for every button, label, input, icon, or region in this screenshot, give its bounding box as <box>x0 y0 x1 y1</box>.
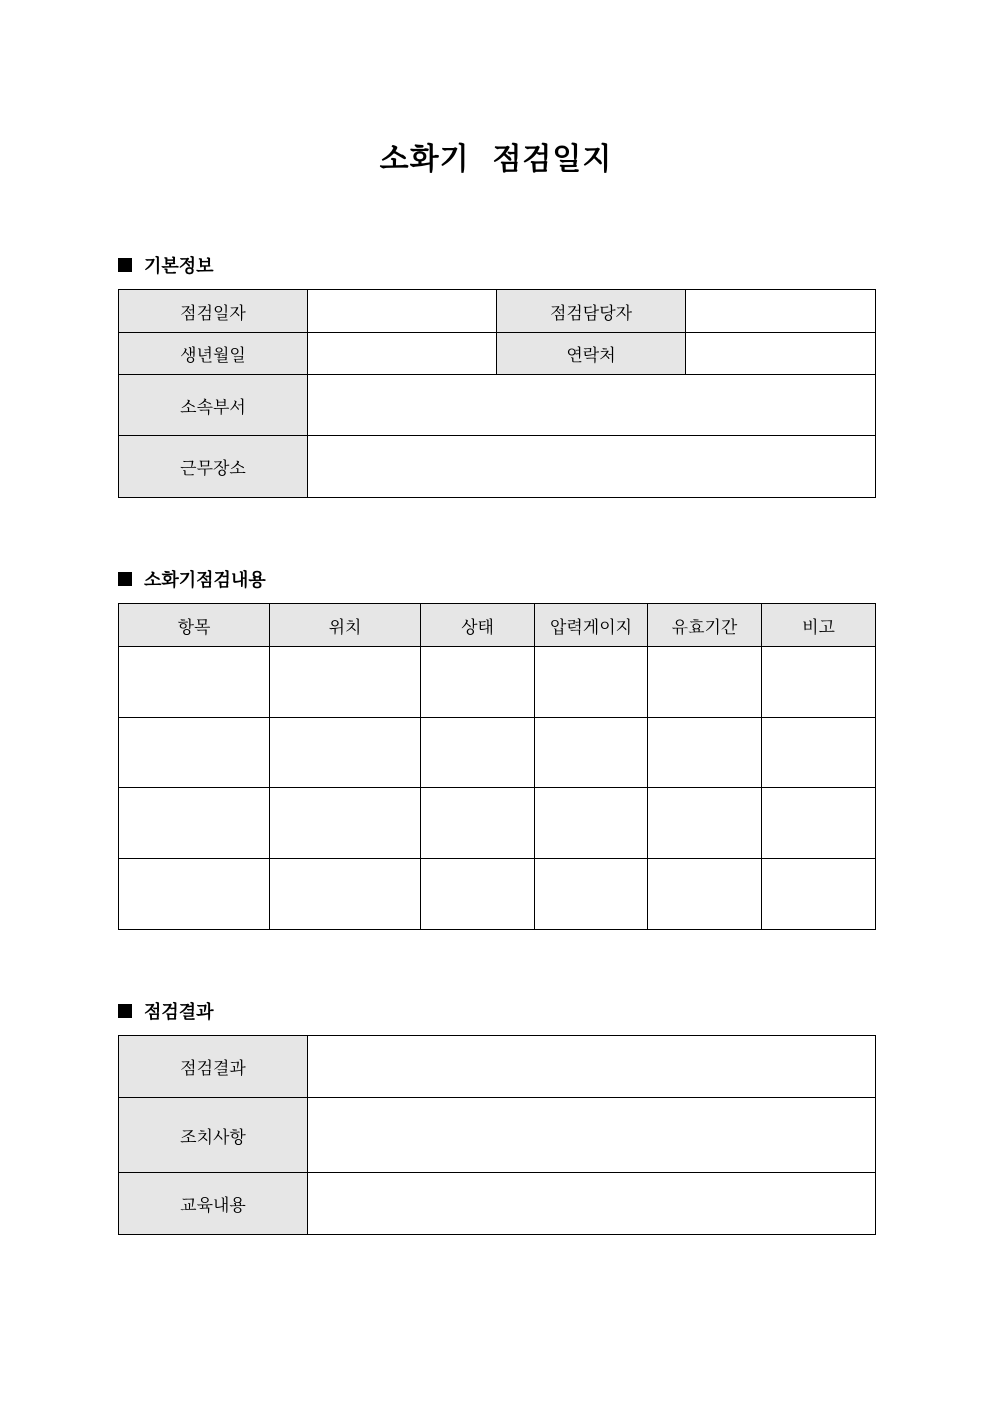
table-row <box>119 647 876 718</box>
birth-date-label: 생년월일 <box>119 333 308 375</box>
section-heading-inspection-content <box>118 567 266 591</box>
inspection-date-label: 점검일자 <box>119 290 308 333</box>
column-header-expiry: 유효기간 <box>648 604 762 647</box>
remarks-cell[interactable] <box>762 859 876 930</box>
birth-date-field[interactable] <box>308 333 497 375</box>
expiry-cell[interactable] <box>648 647 762 718</box>
location-cell[interactable] <box>270 788 421 859</box>
table-row <box>119 788 876 859</box>
location-cell[interactable] <box>270 718 421 788</box>
pressure-gauge-cell[interactable] <box>535 647 648 718</box>
condition-cell[interactable] <box>421 859 535 930</box>
remarks-cell[interactable] <box>762 647 876 718</box>
square-bullet-icon <box>118 1004 132 1018</box>
square-bullet-icon <box>118 258 132 272</box>
inspection-content-table <box>118 603 876 930</box>
remarks-cell[interactable] <box>762 718 876 788</box>
education-label: 교육내용 <box>119 1173 308 1235</box>
expiry-cell[interactable] <box>648 718 762 788</box>
condition-cell[interactable] <box>421 788 535 859</box>
education-field[interactable] <box>308 1173 876 1235</box>
column-header-location: 위치 <box>270 604 421 647</box>
inspector-label: 점검담당자 <box>497 290 686 333</box>
condition-cell[interactable] <box>421 718 535 788</box>
section-heading-label: 기본정보 <box>144 256 214 277</box>
table-row <box>119 718 876 788</box>
location-cell[interactable] <box>270 859 421 930</box>
item-cell[interactable] <box>119 859 270 930</box>
column-header-remarks: 비고 <box>762 604 876 647</box>
expiry-cell[interactable] <box>648 859 762 930</box>
section-heading-label: 소화기점검내용 <box>144 570 266 591</box>
column-header-item: 항목 <box>119 604 270 647</box>
contact-field[interactable] <box>686 333 876 375</box>
column-header-condition: 상태 <box>421 604 535 647</box>
pressure-gauge-cell[interactable] <box>535 859 648 930</box>
inspection-result-table <box>118 1035 876 1235</box>
basic-info-table <box>118 289 876 498</box>
section-heading-inspection-result <box>118 999 214 1023</box>
location-cell[interactable] <box>270 647 421 718</box>
page-title: 소화기 점검일지 <box>379 142 613 177</box>
inspection-date-field[interactable] <box>308 290 497 333</box>
item-cell[interactable] <box>119 788 270 859</box>
department-field[interactable] <box>308 375 876 436</box>
item-cell[interactable] <box>119 718 270 788</box>
action-field[interactable] <box>308 1098 876 1173</box>
table-row <box>119 859 876 930</box>
square-bullet-icon <box>118 572 132 586</box>
workplace-label: 근무장소 <box>119 436 308 498</box>
condition-cell[interactable] <box>421 647 535 718</box>
department-label: 소속부서 <box>119 375 308 436</box>
action-label: 조치사항 <box>119 1098 308 1173</box>
section-heading-label: 점검결과 <box>144 1002 214 1023</box>
workplace-field[interactable] <box>308 436 876 498</box>
result-field[interactable] <box>308 1036 876 1098</box>
contact-label: 연락처 <box>497 333 686 375</box>
result-label: 점검결과 <box>119 1036 308 1098</box>
remarks-cell[interactable] <box>762 788 876 859</box>
inspector-field[interactable] <box>686 290 876 333</box>
expiry-cell[interactable] <box>648 788 762 859</box>
section-heading-basic-info <box>118 253 214 277</box>
pressure-gauge-cell[interactable] <box>535 788 648 859</box>
item-cell[interactable] <box>119 647 270 718</box>
pressure-gauge-cell[interactable] <box>535 718 648 788</box>
column-header-pressure-gauge: 압력게이지 <box>535 604 648 647</box>
